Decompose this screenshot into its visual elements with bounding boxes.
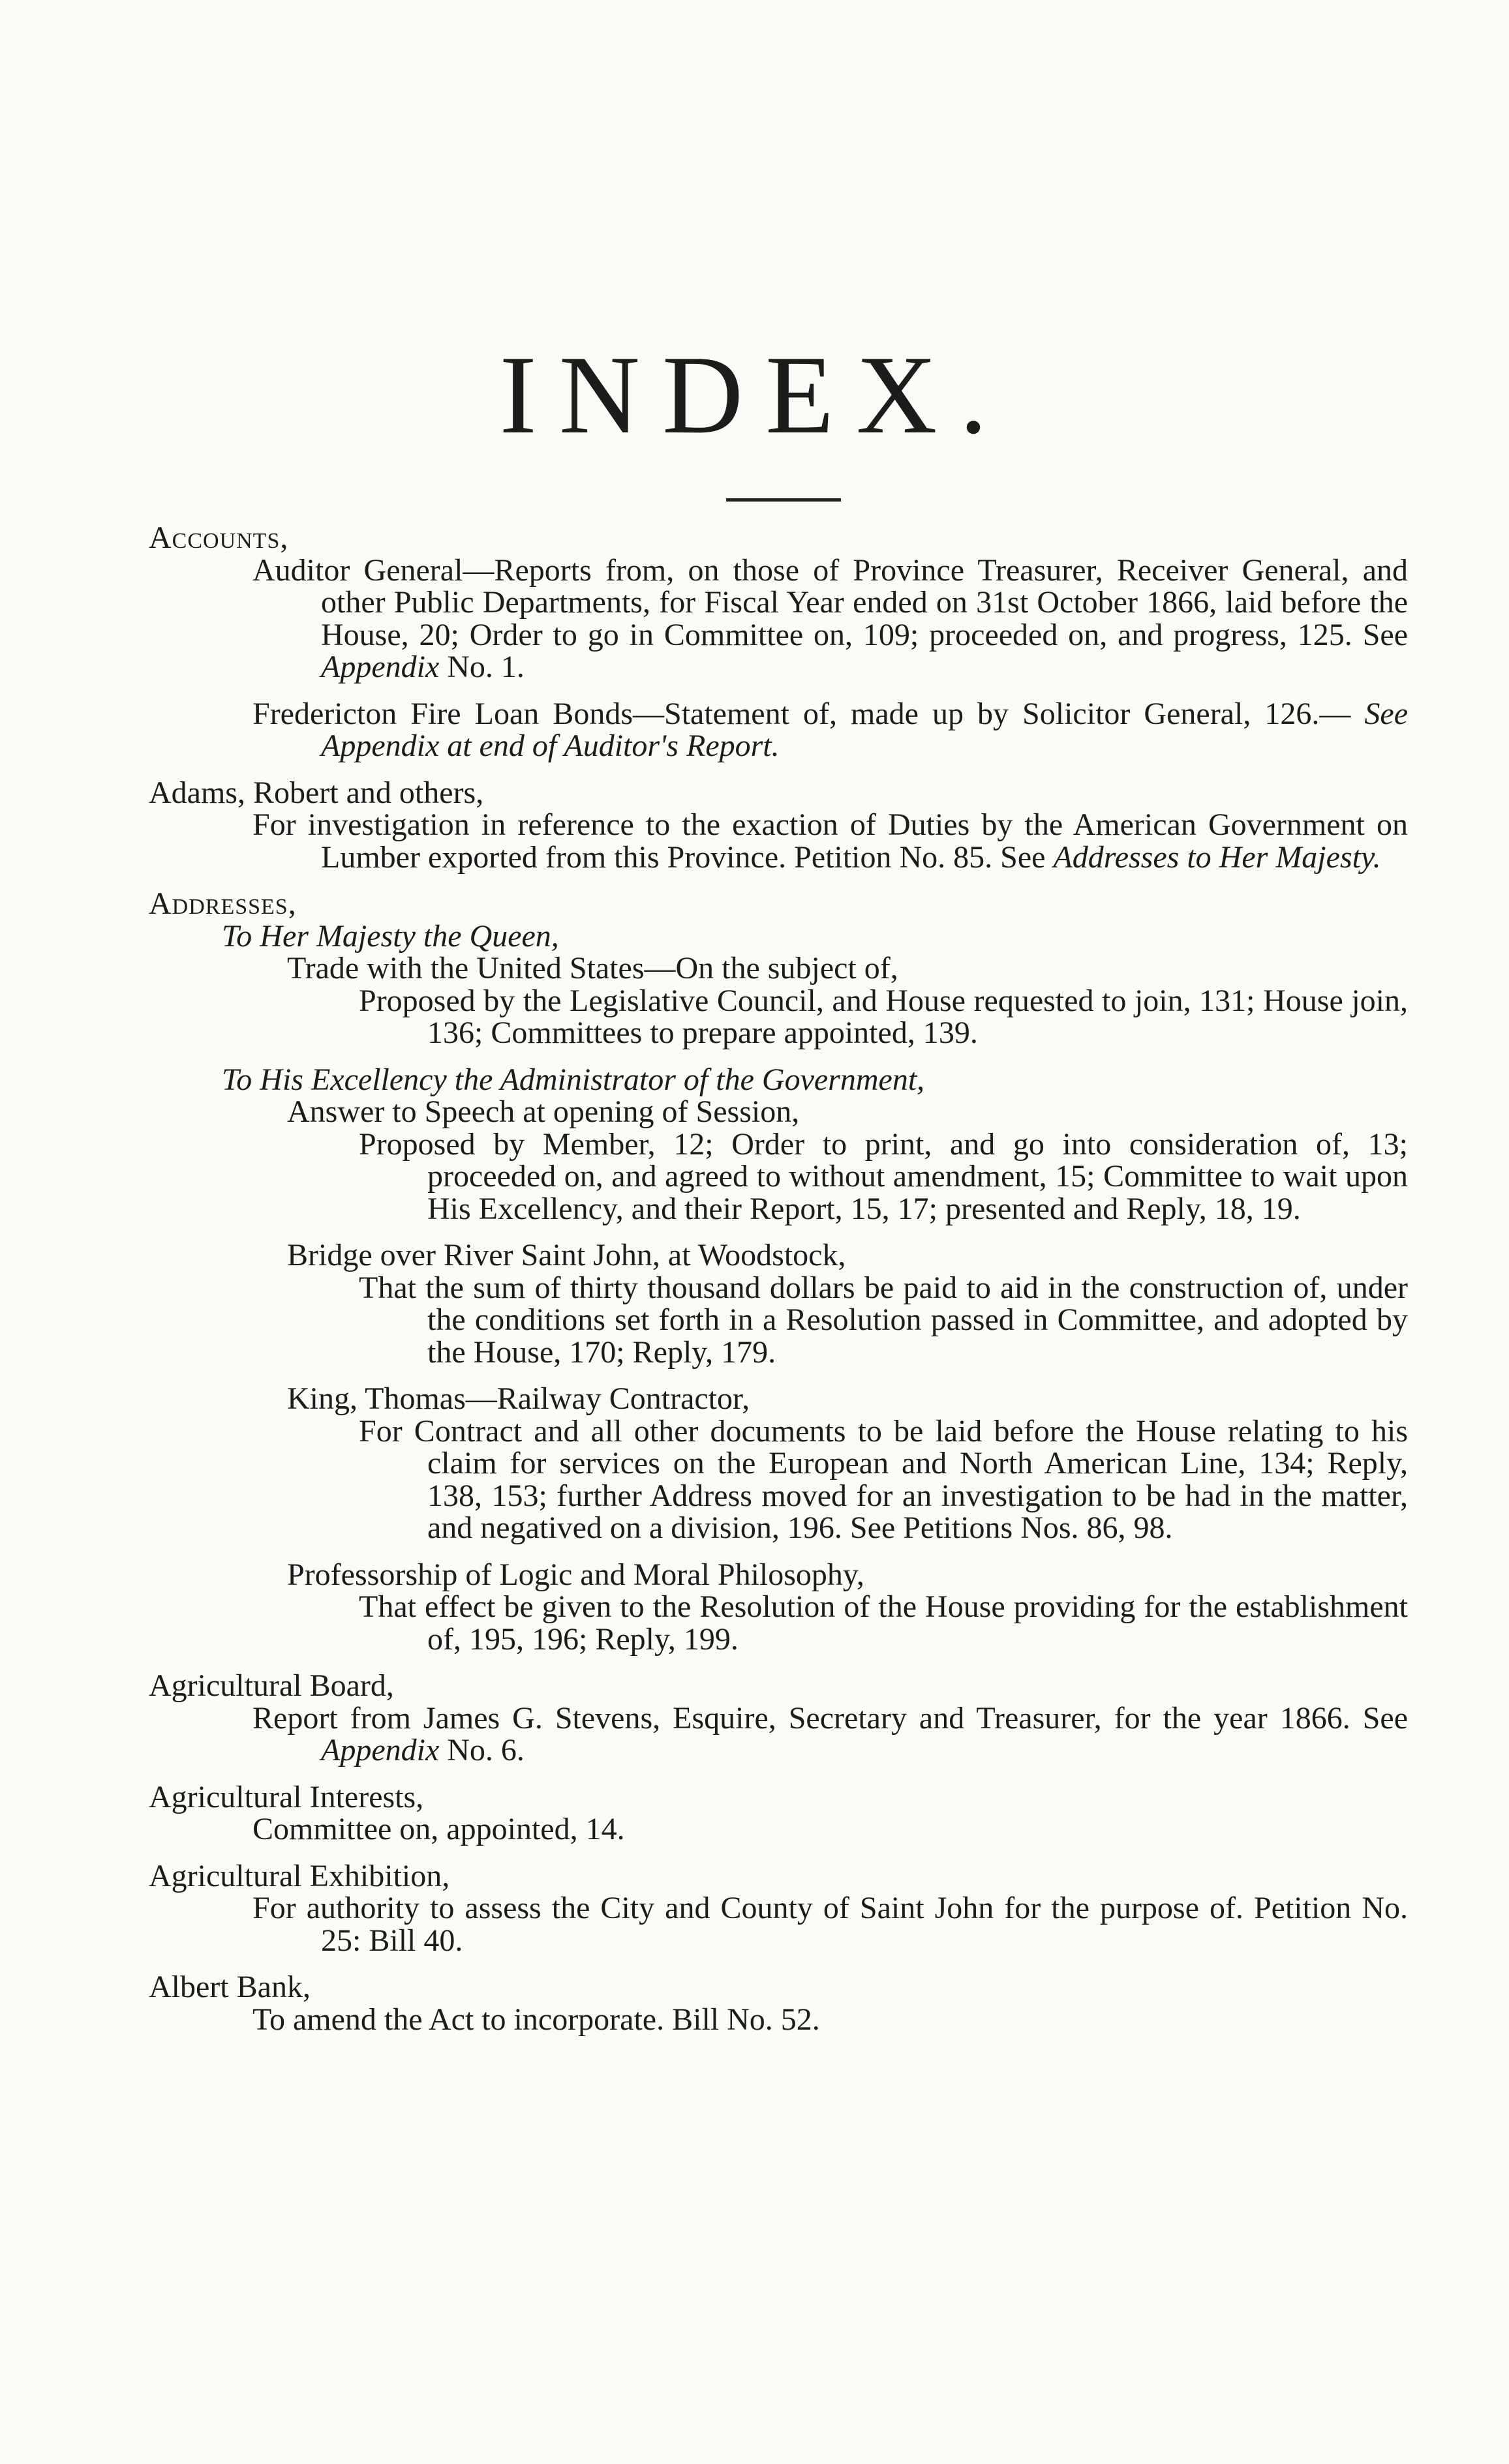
entry-heading: Agricultural Interests, bbox=[149, 1779, 424, 1814]
entry-agricultural-exhibition bbox=[149, 1860, 1408, 1957]
entry-heading: Accounts, bbox=[149, 520, 289, 555]
item-logic: That effect be given to the Resolution of the House providing for the establishment of, 195, 196; Reply, 199. bbox=[359, 1589, 1408, 1657]
entry-adams bbox=[149, 777, 1408, 874]
item-answer-heading: Answer to Speech at opening of Session, bbox=[287, 1094, 800, 1129]
sub-entry-albert-bank: To amend the Act to incorporate. Bill No. 52. bbox=[252, 2002, 820, 2037]
entry-heading: Adams, Robert and others, bbox=[149, 775, 484, 810]
entry-heading: Agricultural Exhibition, bbox=[149, 1858, 450, 1893]
sub-entry-agri-board: Report from James G. Stevens, Esquire, Secretary and Treasurer, for the year 1866. See Appendix No. 6. bbox=[252, 1700, 1408, 1767]
sub-entry-adams: For investigation in reference to the exaction of Duties by the American Government on Lumber exported from this Province. Petition No. 85. See Addresses to Her Majesty. bbox=[252, 807, 1408, 875]
item-answer: Proposed by Member, 12; Order to print, and go into consideration of, 13; proceeded on, and agreed to without amendment, 15; Committee to wait upon His Excellency, and their Report, 15, 17; presented and Reply, 18, 19. bbox=[359, 1126, 1408, 1226]
section-queen: To Her Majesty the Queen, bbox=[222, 918, 559, 954]
sub-entry-agri-exhibition: For authority to assess the City and County of Saint John for the purpose of. Petition No. 25: Bill 40. bbox=[252, 1891, 1408, 1958]
entry-albert-bank bbox=[149, 1971, 1408, 2036]
sub-entry-agri-interests: Committee on, appointed, 14. bbox=[252, 1812, 625, 1846]
sub-entry-fire-loan: Fredericton Fire Loan Bonds—Statement of, made up by Solicitor General, 126.— See Appendix at end of Auditor's Report. bbox=[252, 696, 1409, 763]
entry-agricultural-interests bbox=[149, 1781, 1408, 1846]
item-trade-heading: Trade with the United States—On the subject of, bbox=[287, 951, 898, 985]
title-rule bbox=[726, 498, 841, 502]
item-bridge-heading: Bridge over River Saint John, at Woodstock, bbox=[287, 1238, 846, 1272]
item-king: For Contract and all other documents to be laid before the House relating to his claim for services on the European and North American Line, 134; Reply, 138, 153; further Address moved for an investigation to be had in the matter, and negatived on a division, 196. See Petitions Nos. 86, 98. bbox=[359, 1413, 1408, 1545]
section-excellency: To His Excellency the Administrator of the Government, bbox=[222, 1062, 925, 1097]
item-logic-heading: Professorship of Logic and Moral Philosophy, bbox=[287, 1557, 864, 1592]
index-content bbox=[149, 522, 1408, 2050]
entry-heading: Agricultural Board, bbox=[149, 1668, 394, 1703]
item-trade: Proposed by the Legislative Council, and House requested to join, 131; House join, 136; Committees to prepare appointed, 139. bbox=[359, 983, 1408, 1050]
entry-heading: Addresses, bbox=[149, 886, 297, 921]
page-title: INDEX. bbox=[499, 333, 1010, 457]
entry-heading: Albert Bank, bbox=[149, 1970, 311, 2004]
sub-entry-auditor: Auditor General—Reports from, on those of Province Treasurer, Receiver General, and other Public Departments, for Fiscal Year ended on 31st October 1866, laid before the House, 20; Order to go in Committee on, 109; proceeded on, and progress, 125. See Appendix No. 1. bbox=[252, 552, 1408, 684]
entry-addresses bbox=[149, 888, 1408, 1655]
item-king-heading: King, Thomas—Railway Contractor, bbox=[287, 1381, 750, 1416]
item-bridge: That the sum of thirty thousand dollars be paid to aid in the construction of, under the conditions set forth in a Resolution passed in Committee, and adopted by the House, 170; Reply, 179. bbox=[359, 1270, 1408, 1370]
entry-agricultural-board bbox=[149, 1670, 1408, 1767]
entry-accounts bbox=[149, 522, 1408, 762]
